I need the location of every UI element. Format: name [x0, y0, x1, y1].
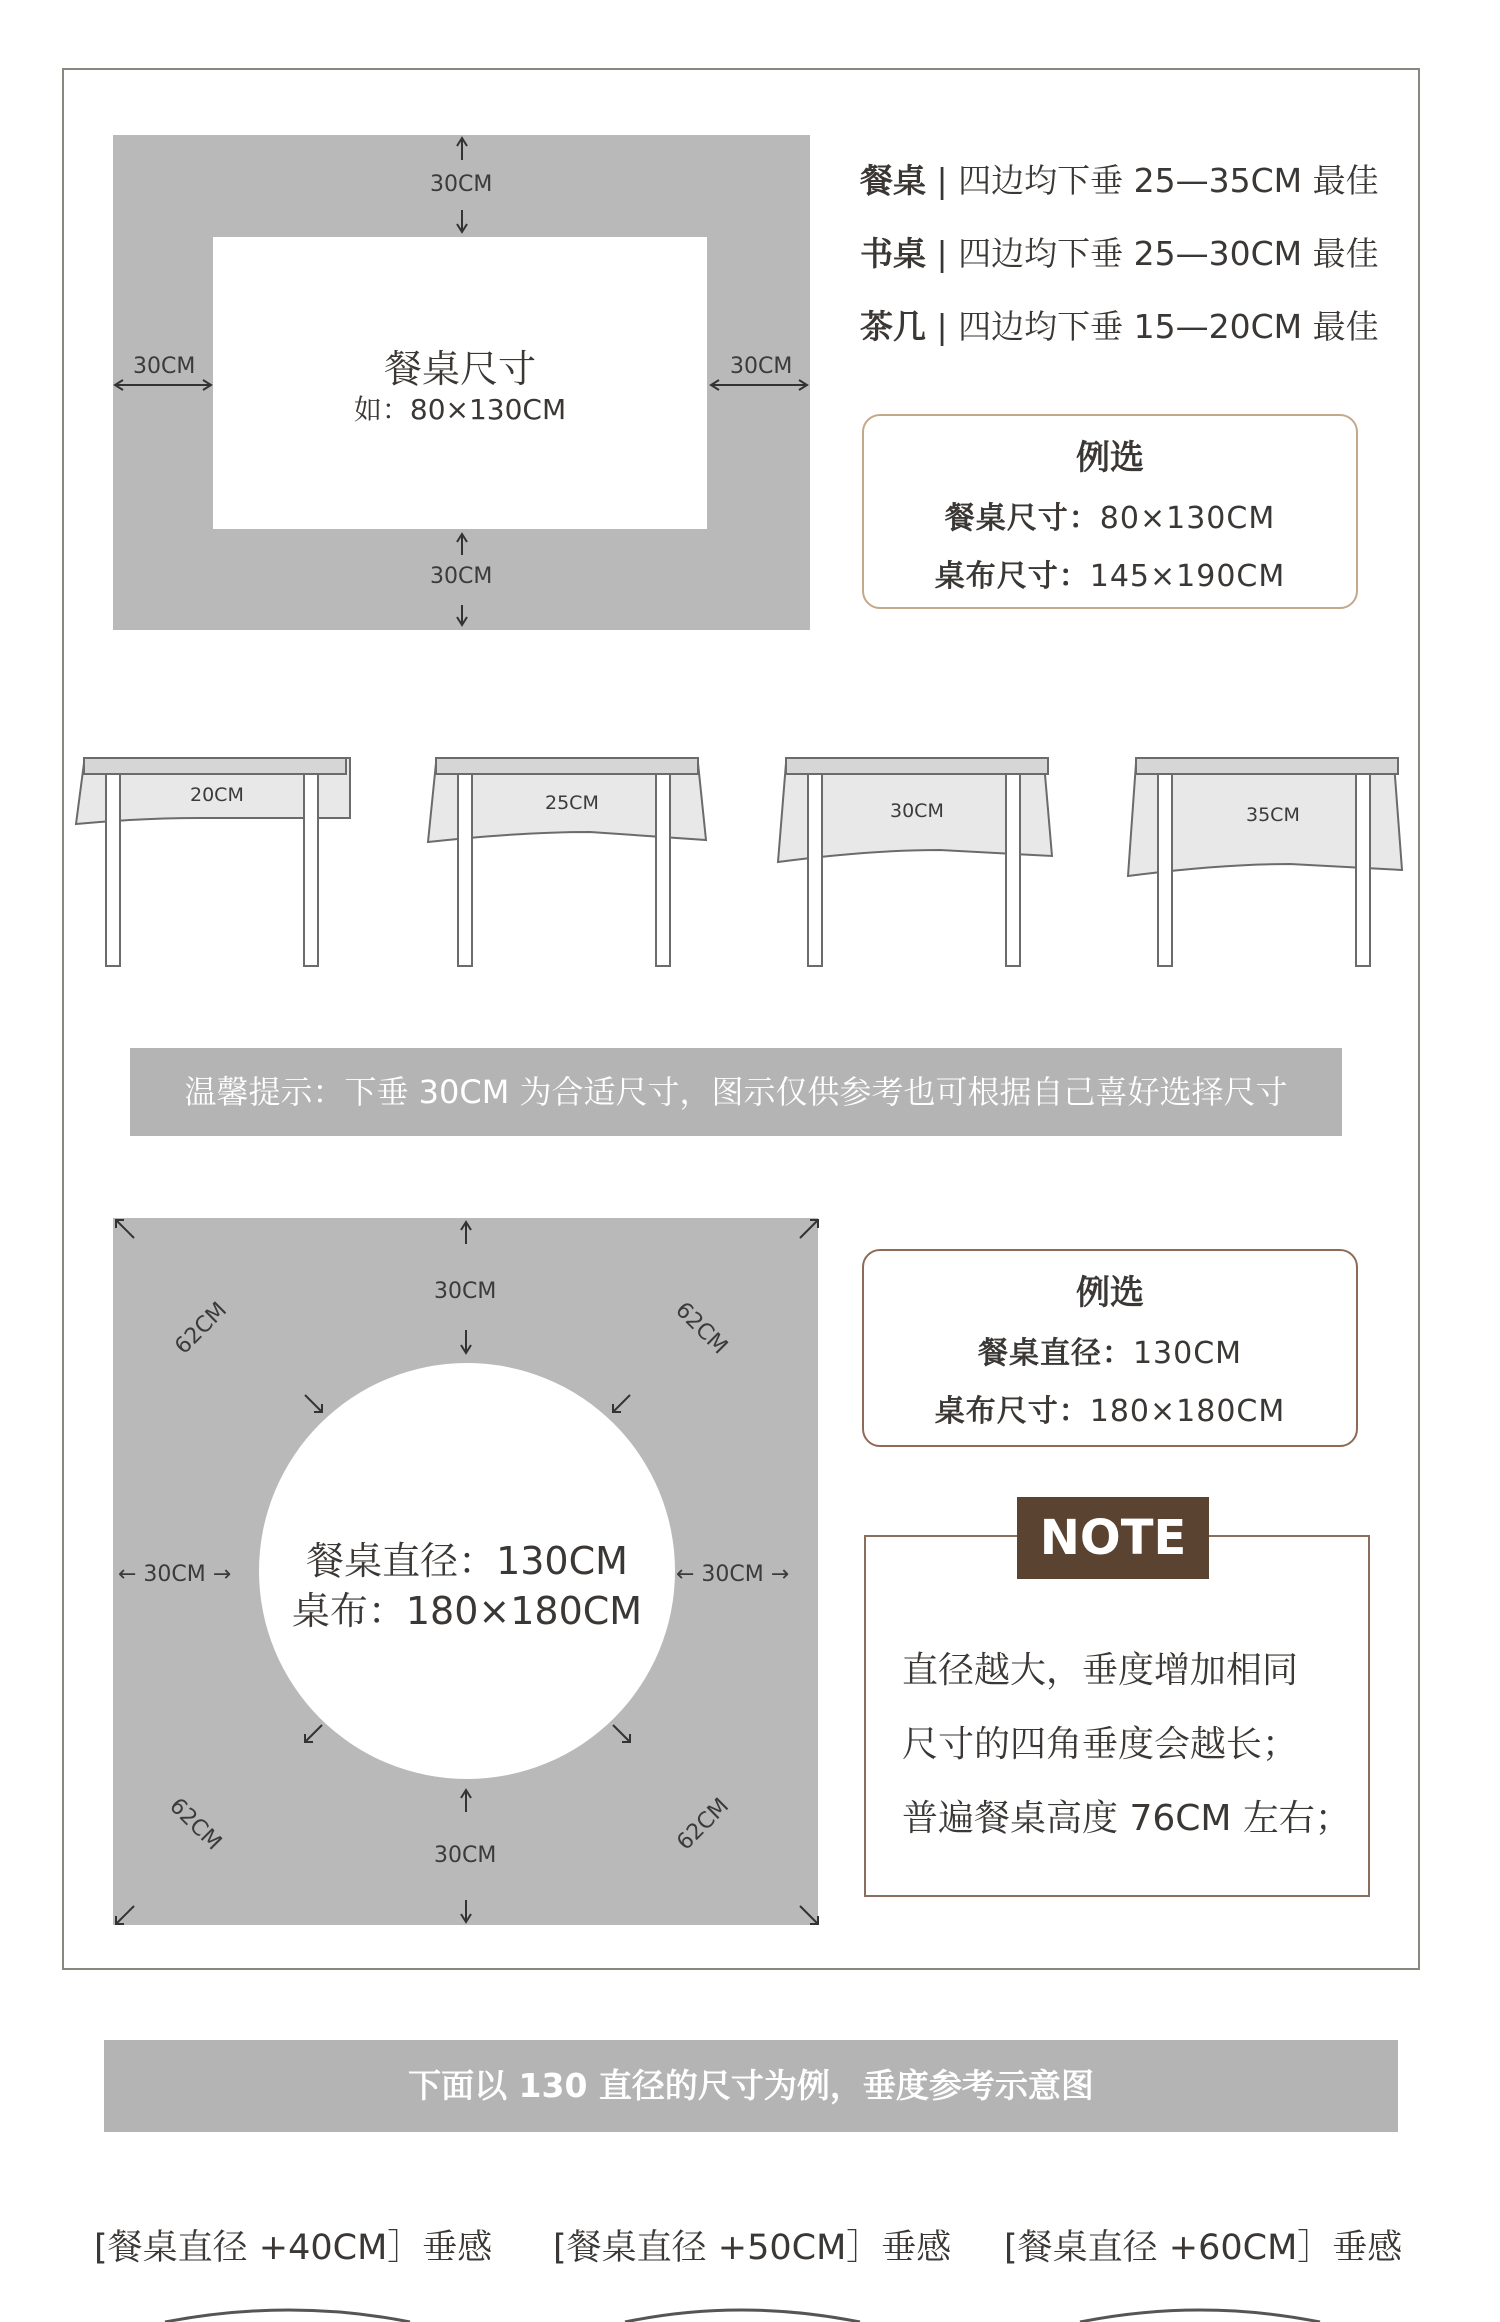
drape-label-60: [餐桌直径 +60CM］垂感 [1004, 2228, 1403, 2268]
rect-table-title: 餐桌尺寸 [383, 347, 536, 391]
corner-label: 62CM [672, 1793, 735, 1856]
drape-label-40: [餐桌直径 +40CM］垂感 [94, 2228, 493, 2268]
rule-name: 书桌 [860, 234, 926, 273]
rect-table-example: 如：80×130CM [353, 393, 567, 426]
example-title: 例选 [1076, 1273, 1144, 1313]
example-row-cloth [864, 1386, 1356, 1430]
rule-dining: 餐桌 | 四边均下垂 25—35CM 最佳 [860, 161, 1379, 200]
drape-arc-previews [0, 2300, 1500, 2322]
rule-coffee-table: 茶几 | 四边均下垂 15—20CM 最佳 [860, 307, 1379, 346]
rule-desk: 书桌 | 四边均下垂 25—30CM 最佳 [860, 234, 1379, 273]
tip-banner: 温馨提示：下垂 30CM 为合适尺寸，图示仅供参考也可根据自己喜好选择尺寸 [130, 1048, 1342, 1136]
example-label: 餐桌尺寸： [944, 501, 1100, 536]
example-label: 餐桌直径： [977, 1336, 1133, 1371]
note-line: 直径越大，垂度增加相同 [902, 1650, 1299, 1691]
example-row-diameter [864, 1328, 1356, 1372]
note-tag: NOTE [1017, 1497, 1209, 1579]
note-line: 尺寸的四角垂度会越长； [902, 1724, 1299, 1765]
example-value: 80×130CM [1099, 501, 1276, 536]
corner-label: 62CM [670, 1297, 733, 1360]
example-value: 130CM [1132, 1336, 1243, 1371]
rect-left-label: 30CM [133, 354, 196, 379]
rect-right-label: 30CM [730, 354, 793, 379]
round-cloth-size: 桌布：180×180CM [291, 1589, 643, 1633]
example-value: 145×190CM [1089, 559, 1286, 594]
example-title: 例选 [1076, 438, 1144, 478]
table-35 [1128, 758, 1402, 966]
round-bottom-label: 30CM [434, 1843, 497, 1868]
example-row-cloth [864, 551, 1356, 595]
table-drop-label: 25CM [545, 792, 599, 814]
example-row-table [864, 493, 1356, 537]
rule-text: 四边均下垂 25—30CM 最佳 [958, 234, 1379, 273]
rule-text: 四边均下垂 15—20CM 最佳 [958, 307, 1379, 346]
rect-top-label: 30CM [430, 172, 493, 197]
table-drop-label: 35CM [1246, 804, 1300, 826]
rule-name: 茶几 [860, 307, 926, 346]
table-illustrations [0, 740, 1500, 980]
example-rect-card [862, 414, 1358, 609]
example-label: 桌布尺寸： [934, 559, 1090, 594]
example-round-card [862, 1249, 1358, 1447]
corner-label: 62CM [164, 1793, 227, 1856]
rule-text: 四边均下垂 25—35CM 最佳 [958, 161, 1379, 200]
table-drop-label: 20CM [190, 784, 244, 806]
round-table-diameter: 餐桌直径：130CM [306, 1539, 628, 1583]
example-label: 桌布尺寸： [934, 1394, 1090, 1429]
table-30 [778, 758, 1052, 966]
note-line: 普遍餐桌高度 76CM 左右； [902, 1798, 1351, 1839]
drape-label-50: [餐桌直径 +50CM］垂感 [553, 2228, 952, 2268]
rule-name: 餐桌 [860, 161, 926, 200]
round-right-label: ← 30CM → [676, 1562, 790, 1587]
bottom-banner: 下面以 130 直径的尺寸为例，垂度参考示意图 [104, 2040, 1398, 2132]
rect-bottom-label: 30CM [430, 564, 493, 589]
table-drop-label: 30CM [890, 800, 944, 822]
round-top-label: 30CM [434, 1279, 497, 1304]
example-value: 180×180CM [1089, 1394, 1286, 1429]
round-left-label: ← 30CM → [118, 1562, 232, 1587]
corner-label: 62CM [170, 1297, 233, 1360]
table-25 [428, 758, 706, 966]
